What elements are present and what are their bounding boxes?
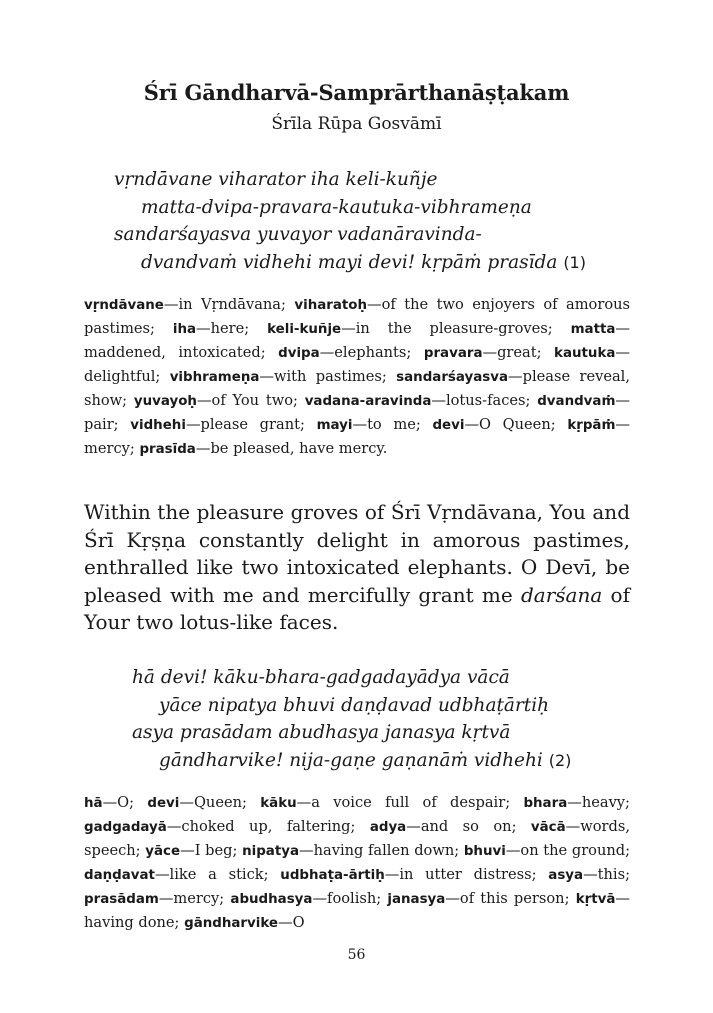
word-for-word-1 [84, 293, 630, 461]
wfw-gloss: —choked up, faltering; [166, 818, 370, 835]
translation-1 [84, 499, 630, 637]
wfw-term: nipatya [242, 844, 299, 859]
wfw-gloss: —pair; [84, 392, 630, 433]
wfw-term: kṛpāṁ [567, 418, 616, 433]
wfw-term: gadgadayā [84, 820, 167, 835]
wfw-gloss: —great; [482, 344, 555, 361]
wfw-term: abudhasya [230, 892, 313, 907]
wfw-term: hā [84, 796, 103, 811]
wfw-term: vācā [530, 820, 566, 835]
wfw-gloss: —please grant; [185, 416, 317, 433]
author-line: Śrīla Rūpa Gosvāmī [271, 114, 442, 134]
wfw-term: yāce [145, 844, 181, 859]
wfw-gloss: —mercy; [84, 416, 630, 457]
wfw-gloss: —of this person; [445, 890, 576, 907]
wfw-gloss: —maddened, intoxicated; [84, 320, 630, 361]
wfw-term: kṛtvā [575, 892, 616, 907]
wfw-gloss: —having done; [84, 890, 630, 931]
wfw-term: prasādam [84, 892, 159, 907]
page-number: 56 [347, 947, 366, 963]
wfw-gloss: —having fallen down; [299, 842, 464, 859]
verse-1-line-4-text: dvandvaṁ vidhehi mayi devi! kṛpāṁ prasīda [141, 251, 558, 273]
verse-2-line-3: asya prasādam abudhasya janasya kṛtvā [132, 722, 511, 743]
wfw-term: iha [172, 322, 197, 337]
wfw-gloss: —O; [102, 794, 148, 811]
wfw-term: pravara [423, 346, 483, 361]
wfw-term: mayi [316, 418, 353, 433]
wfw-term: matta [570, 322, 616, 337]
verse-1-number: (1) [563, 252, 586, 272]
wfw-term: gāndharvike [184, 916, 278, 931]
wfw-term: vibhrameṇa [169, 370, 260, 385]
wfw-term: bhuvi [463, 844, 506, 859]
verse-1-line-2: matta-dvipa-pravara-kautuka-vibhrameṇa [141, 196, 532, 218]
word-for-word-2 [84, 791, 630, 935]
wfw-gloss: —Queen; [179, 794, 261, 811]
wfw-term: udbhaṭa-ārtiḥ [280, 868, 385, 883]
translation-1-end: of Your two lotus-like faces. [84, 582, 630, 634]
wfw-term: sandarśayasva [396, 370, 509, 385]
wfw-term: viharatoḥ [294, 298, 368, 313]
page-title: Śrī Gāndharvā-Samprārthanāṣṭakam [143, 80, 570, 105]
wfw-gloss: —words, speech; [84, 818, 630, 859]
wfw-term: keli-kuñje [267, 322, 342, 337]
wfw-gloss: —on the ground; [505, 842, 631, 859]
wfw-gloss: —O [277, 914, 305, 931]
wfw-gloss: —this; [583, 866, 630, 883]
verse-2-line-2: yāce nipatya bhuvi daṇḍavad udbhaṭārtiḥ [159, 694, 550, 716]
wfw-gloss: —foolish; [312, 890, 388, 907]
wfw-term: dvipa [278, 346, 320, 361]
wfw-gloss: —lotus-faces; [431, 392, 538, 409]
wfw-gloss: —delightful; [84, 344, 630, 385]
wfw-gloss: —and so on; [406, 818, 531, 835]
wfw-term: dvandvaṁ [537, 394, 616, 409]
wfw-term: yuvayoḥ [133, 394, 197, 409]
wfw-gloss: —of You two; [196, 392, 305, 409]
wfw-gloss: —O Queen; [464, 416, 568, 433]
wfw-term: adya [369, 820, 407, 835]
verse-1 [114, 166, 654, 276]
translation-1-text: Within the pleasure groves of Śrī Vṛndāvana, You and Śrī Kṛṣṇa constantly delight in amorous pastimes, enthralled like two intoxicated elephants. O Devī, be pleased with me and mercifully grant me [84, 500, 630, 607]
wfw-gloss: —here; [196, 320, 268, 337]
wfw-gloss: —like a stick; [154, 866, 281, 883]
wfw-gloss: —please reveal, show; [84, 368, 630, 409]
verse-2-number: (2) [548, 750, 572, 770]
wfw-gloss: —to me; [352, 416, 433, 433]
wfw-gloss: —heavy; [567, 794, 630, 811]
verse-2-line-4-text: gāndharvike! nija-gaṇe gaṇanāṁ vidhehi [159, 749, 543, 771]
wfw-term: prasīda [139, 442, 196, 457]
wfw-term: bhara [523, 796, 568, 811]
wfw-term: vadana-aravinda [304, 394, 432, 409]
wfw-term: kāku [260, 796, 297, 811]
verse-2-line-1: hā devi! kāku-bhara-gadgadayādya vācā [132, 667, 510, 688]
verse-1-line-4 [114, 249, 654, 277]
wfw-term: kautuka [554, 346, 616, 361]
verse-1-line-3: sandarśayasva yuvayor vadanāravinda- [114, 224, 482, 245]
wfw-gloss: —of the two enjoyers of amorous pastimes; [84, 296, 630, 337]
wfw-gloss: —be pleased, have mercy. [195, 440, 388, 457]
verse-2 [132, 664, 672, 774]
wfw-term: asya [548, 868, 584, 883]
wfw-gloss: —elephants; [319, 344, 424, 361]
translation-1-italic: darśana [520, 582, 603, 607]
wfw-term: vṛndāvane [84, 298, 164, 313]
verse-1-line-1: vṛndāvane viharator iha keli-kuñje [114, 169, 438, 190]
wfw-term: vidhehi [130, 418, 186, 433]
wfw-gloss: —in Vṛndāvana; [163, 296, 295, 313]
wfw-gloss: —mercy; [158, 890, 231, 907]
wfw-gloss: —a voice full of despair; [296, 794, 524, 811]
wfw-gloss: —in utter distress; [384, 866, 549, 883]
verse-2-line-4 [132, 747, 672, 775]
wfw-gloss: —with pastimes; [259, 368, 397, 385]
wfw-term: devi [147, 796, 180, 811]
wfw-term: janasya [387, 892, 446, 907]
wfw-gloss: —in the pleasure-groves; [341, 320, 571, 337]
wfw-term: daṇḍavat [84, 868, 155, 883]
wfw-gloss: —I beg; [180, 842, 243, 859]
wfw-term: devi [432, 418, 465, 433]
